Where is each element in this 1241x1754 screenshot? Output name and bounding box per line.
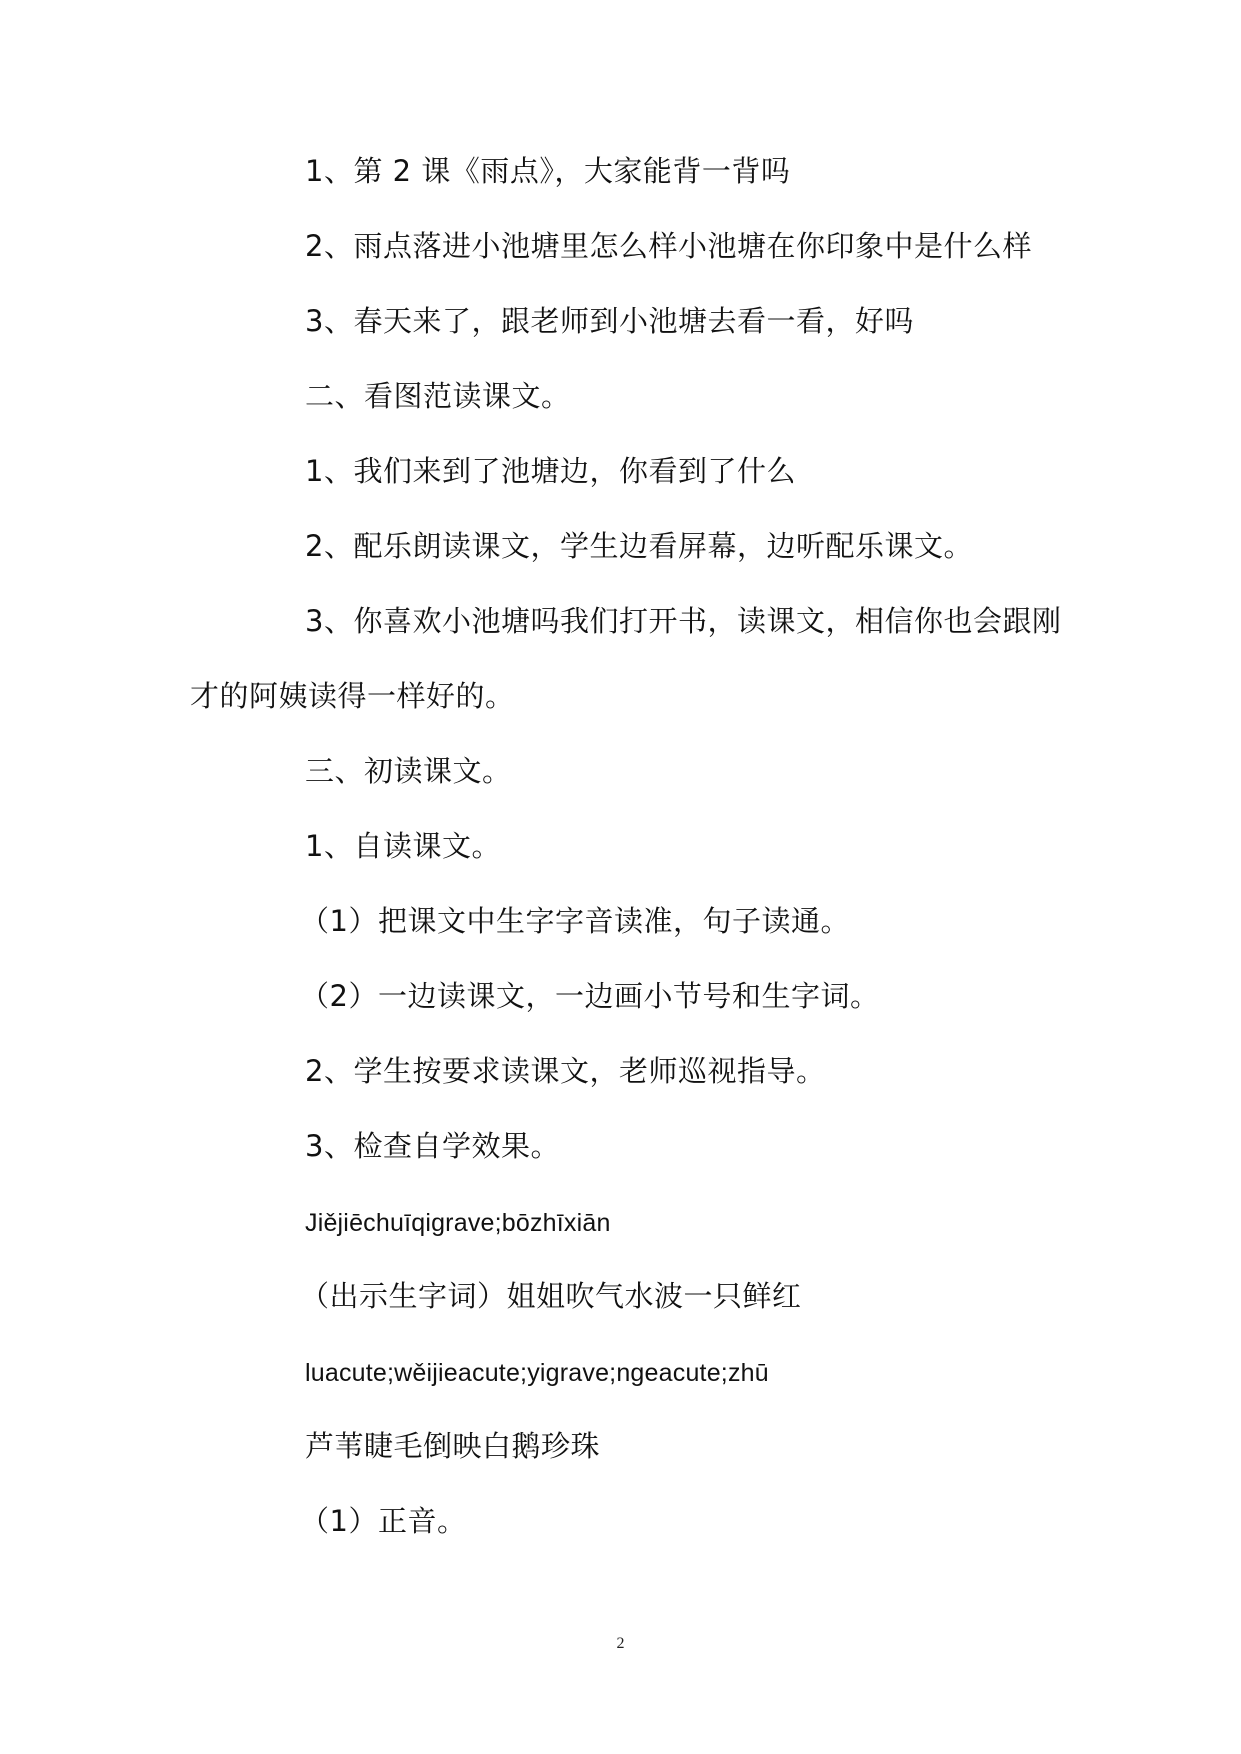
text-line: 1、自读课文。 (305, 829, 501, 863)
text-line: （2）一边读课文，一边画小节号和生字词。 (300, 979, 880, 1013)
section-heading: 二、看图范读课文。 (305, 379, 571, 413)
text-line: 2、学生按要求读课文，老师巡视指导。 (305, 1054, 826, 1088)
text-line: 3、检查自学效果。 (305, 1129, 560, 1163)
text-line: 1、我们来到了池塘边，你看到了什么 (305, 454, 796, 488)
pinyin-line: Jiějiēchuīqigrave;bōzhīxiān (305, 1209, 611, 1237)
text-line: 3、你喜欢小池塘吗我们打开书，读课文，相信你也会跟刚 (305, 604, 1062, 638)
vocabulary-line: 芦苇睫毛倒映白鹅珍珠 (305, 1429, 601, 1463)
text-line: 2、雨点落进小池塘里怎么样小池塘在你印象中是什么样 (305, 229, 1032, 263)
pinyin-line: luacute;wěijieacute;yigrave;ngeacute;zhū (305, 1359, 769, 1387)
vocabulary-line: （出示生字词）姐姐吹气水波一只鲜红 (300, 1279, 802, 1313)
text-line: 1、第 2 课《雨点》，大家能背一背吗 (305, 154, 791, 188)
page-number: 2 (616, 1635, 625, 1652)
section-heading: 三、初读课文。 (305, 754, 512, 788)
text-line: 2、配乐朗读课文，学生边看屏幕，边听配乐课文。 (305, 529, 973, 563)
text-line: （1）把课文中生字字音读准，句子读通。 (300, 904, 850, 938)
text-line-continuation: 才的阿姨读得一样好的。 (190, 679, 515, 713)
text-line: 3、春天来了，跟老师到小池塘去看一看，好吗 (305, 304, 914, 338)
text-line: （1）正音。 (300, 1504, 467, 1538)
